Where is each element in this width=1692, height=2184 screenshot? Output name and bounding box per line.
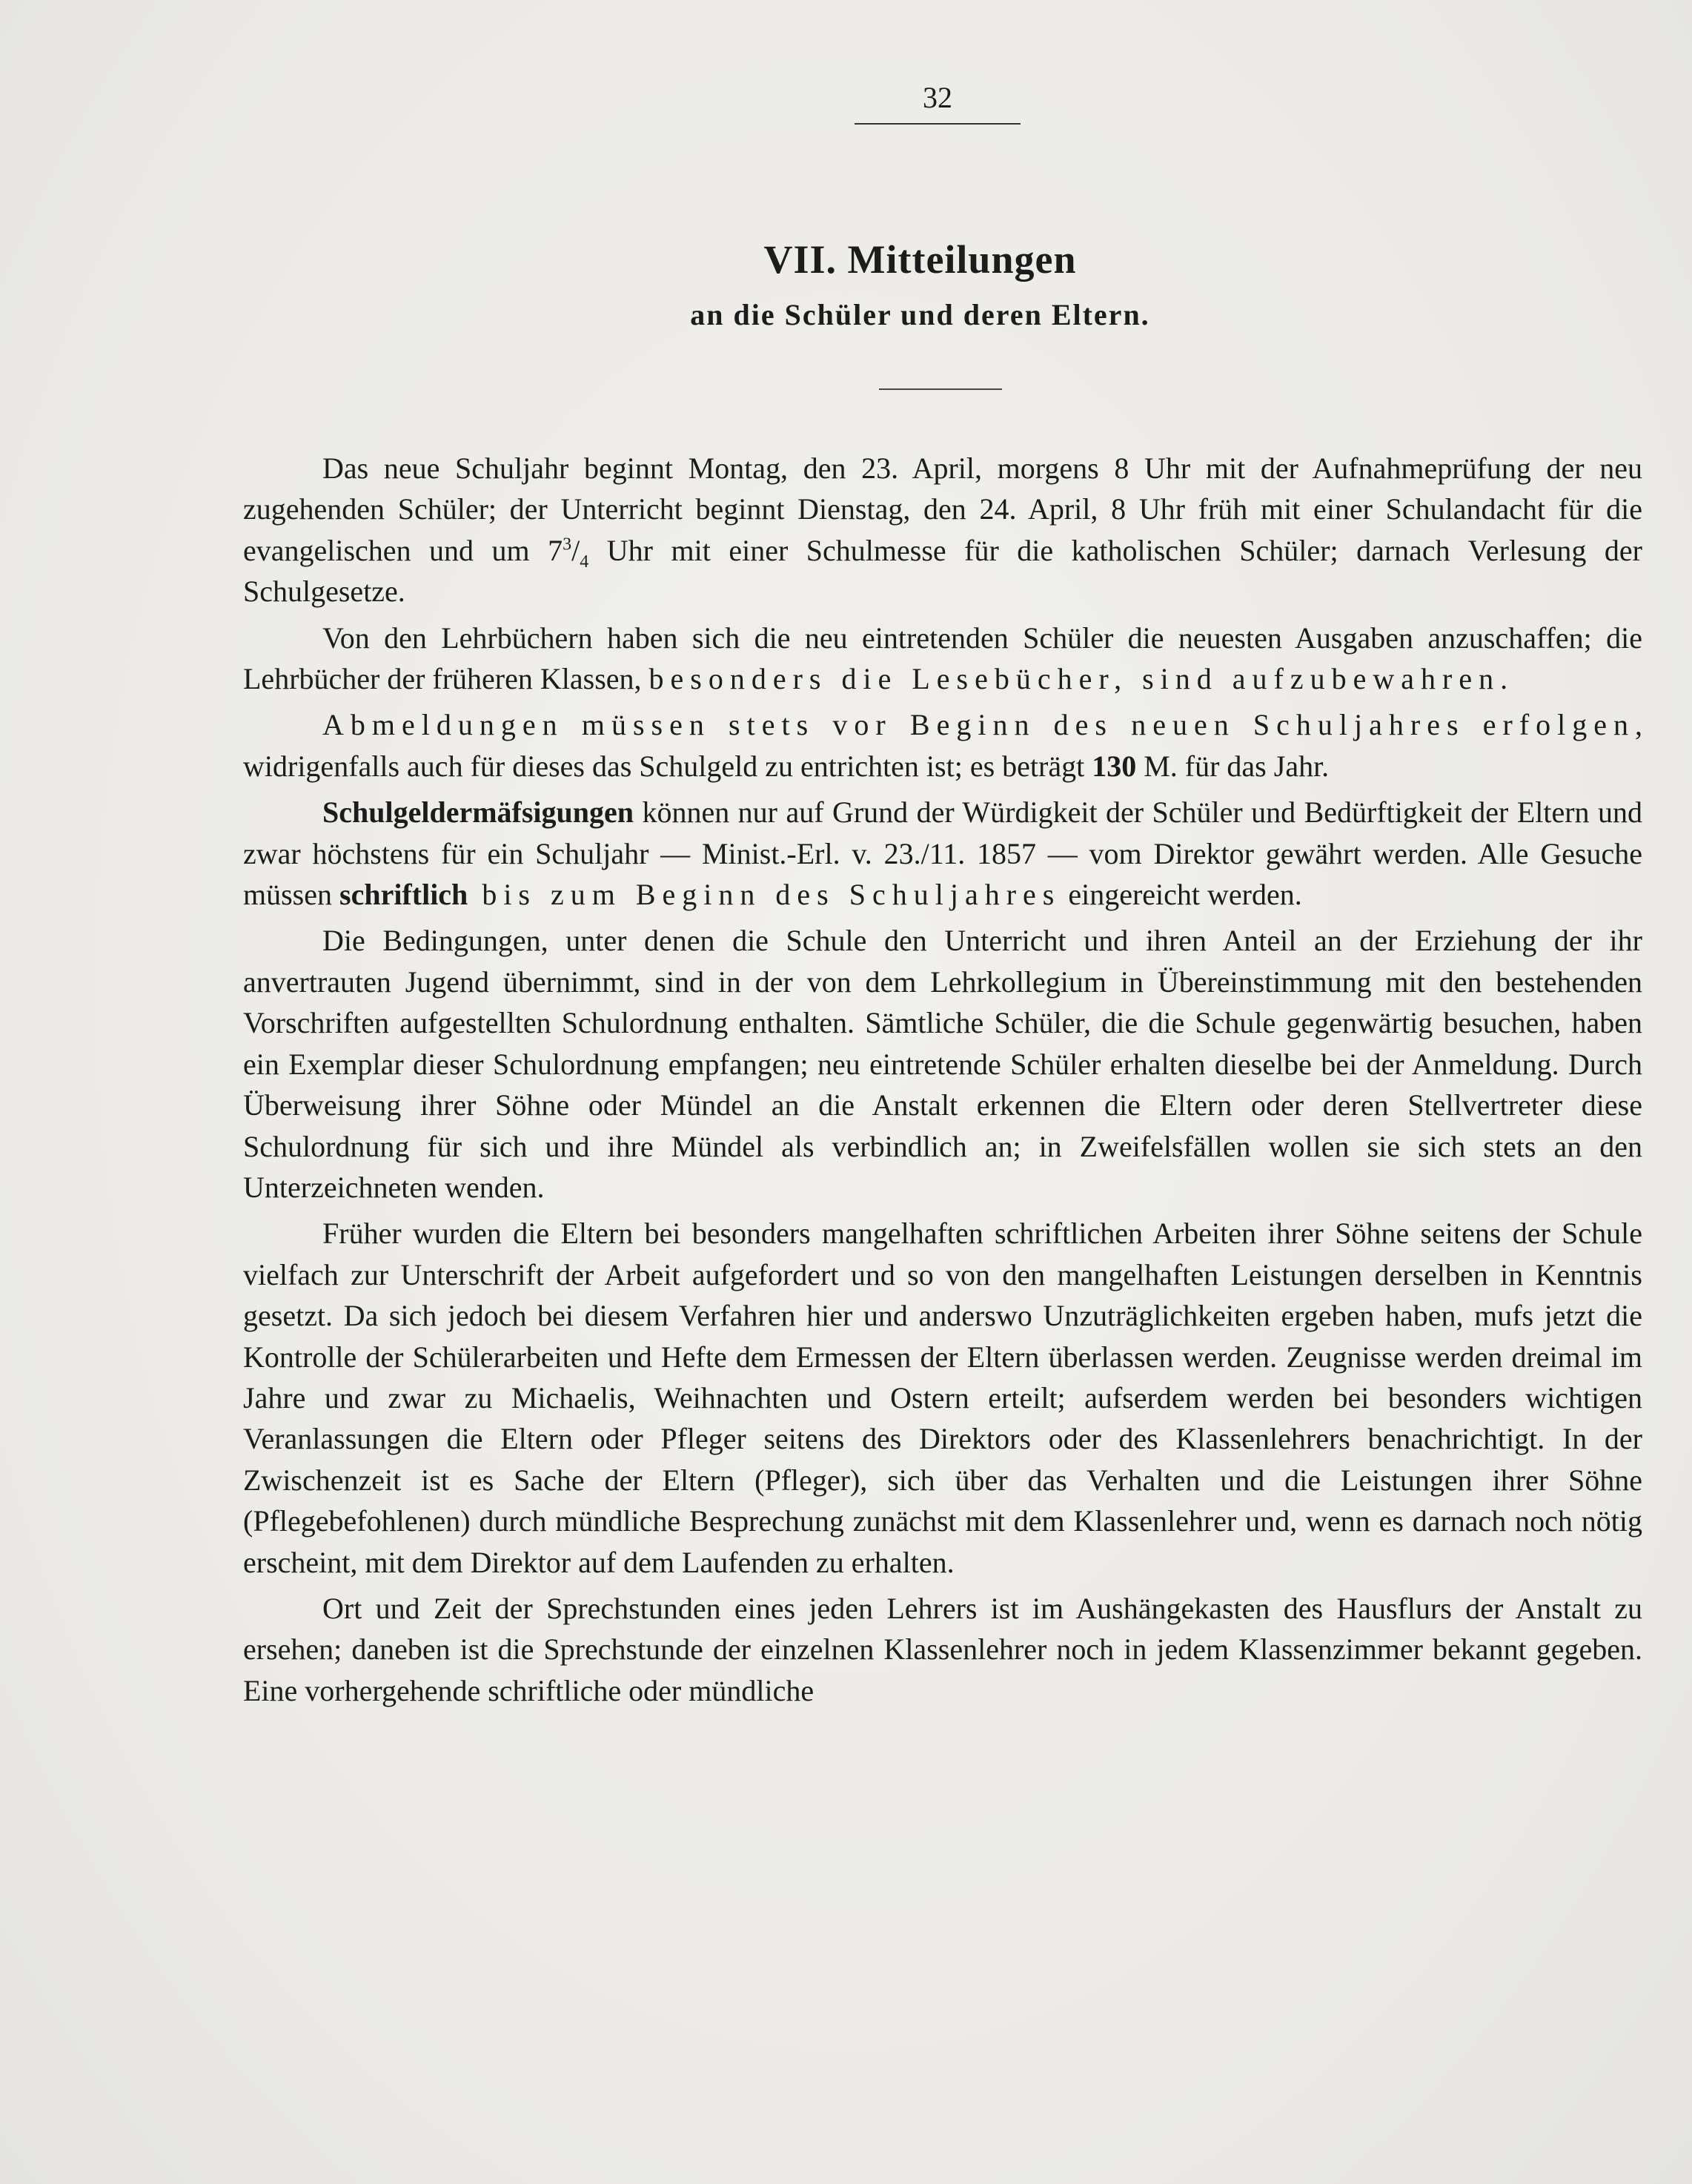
section-title: VII. Mitteilungen [763,237,1077,282]
paragraph-textbooks [243,618,1642,700]
fraction-slash: / [571,533,580,567]
section-subtitle: an die Schüler und deren Eltern. [690,298,1150,331]
paragraph-deregistration [243,704,1642,787]
paragraph-fee-reduction [243,792,1642,915]
text-run: eingereicht werden. [1061,878,1302,912]
paragraph-reports: Früher wurden die Eltern bei besonders mangelhaften schriftlichen Arbeiten ihrer Söhne seitens der Schule vielfach zur Unterschrift der Arbeit aufgefordert und so von den mangelhaften Leistungen derselben in Kenntnis gesetzt. Da sich jedoch bei diesem Verfahren hier und anderswo Unzuträglichkeiten ergeben haben, mufs jetzt die Kontrolle der Schülerarbeiten und Hefte dem Ermessen der Eltern überlassen werden. Zeugnisse werden dreimal im Jahre und zwar zu Michaelis, Weihnachten und Ostern erteilt; aufserdem werden bei besonders wichtigen Veranlassungen die Eltern oder Pfleger seitens des Direktors oder des Klassenlehrers benachrichtigt. In der Zwischenzeit ist es Sache der Eltern (Pfleger), sich über das Verhalten und die Leistungen ihrer Söhne (Pflegebefohlenen) durch mündliche Besprechung zunächst mit dem Klassenlehrer und, wenn es darnach noch nötig erscheint, mit dem Direktor auf dem Laufenden zu erhalten. [243,1217,1642,1579]
text-run: Uhr mit einer Schulmesse für die katholischen Schüler; darnach Verlesung der Schulgesetze. [243,533,1642,609]
text-run: Das neue Schuljahr beginnt Montag, den 23. April, morgens 8 Uhr mit der Aufnahmeprüfung der neu zugehenden Schüler; der Unterricht beginnt Dienstag, den 24. April, 8 Uhr früh mit einer Schulandacht für die evangelischen und um 7 [243,451,1642,567]
paragraph-office-hours: Ort und Zeit der Sprechstunden eines jeden Lehrers ist im Aushängekasten des Hausflurs der Anstalt zu ersehen; daneben ist die Sprechstunde der einzelnen Klassenlehrer noch in jedem Klassenzimmer bekannt gegeben. Eine vorhergehende schriftliche oder mündliche [243,1591,1642,1707]
text-run: . [1500,662,1508,696]
text-run: M. für das Jahr. [1136,749,1330,783]
fraction-denominator: 4 [580,552,589,572]
page-number: 32 [923,81,952,114]
emphasis-bold: Schulgeldermäfsigungen [322,795,634,830]
heading-divider [879,388,1002,390]
fraction-numerator: 3 [563,535,572,555]
fee-amount: 130 [1092,749,1137,783]
body-text [243,448,1642,1716]
emphasis-bold: schriftlich [339,878,468,912]
paragraph-school-rules: Die Bedingungen, unter denen die Schule den Unterricht und ihren Anteil an der Erziehung der ihr anvertrauten Jugend übernimmt, sind in der von dem Lehrkollegium in Übereinstimmung mit den bestehenden Vorschriften aufgestellten Schulordnung enthalten. Sämtliche Schüler, die die Schule gegenwärtig besuchen, haben ein Exemplar dieser Schulordnung empfangen; neu eintretende Schüler erhalten dieselbe bei der Anmeldung. Durch Überweisung ihrer Söhne oder Mündel an die Anstalt erkennen die Eltern oder deren Stellvertreter diese Schulordnung für sich und ihre Mündel als verbindlich an; in Zweifelsfällen wollen sie sich stets an den Unterzeichneten wenden. [243,924,1642,1204]
emphasis-spaced: besonders die Lesebücher, sind aufzubewahren [648,662,1501,696]
page-number-rule [855,123,1021,125]
text-run: , widrigenfalls auch für dieses das Schulgeld zu entrichten ist; es beträgt [243,708,1642,783]
text-run: Von den Lehrbüchern haben sich die neu eintretenden Schüler die neuesten Ausgaben anzuschaffen; die Lehrbücher der früheren Klassen, [243,621,1642,696]
emphasis-spaced: Abmeldungen müssen stets vor Beginn des neuen Schuljahres erfolgen [322,708,1635,742]
text-run: können nur auf Grund der Würdigkeit der Schüler und Bedürftigkeit der Eltern und zwar höchstens für ein Schuljahr — Minist.-Erl. v. 23./11. 1857 — vom Direktor gewährt werden. Alle Gesuche müssen [243,795,1642,912]
paragraph-school-start [243,448,1642,612]
emphasis-spaced: bis zum Beginn des Schuljahres [468,878,1061,912]
